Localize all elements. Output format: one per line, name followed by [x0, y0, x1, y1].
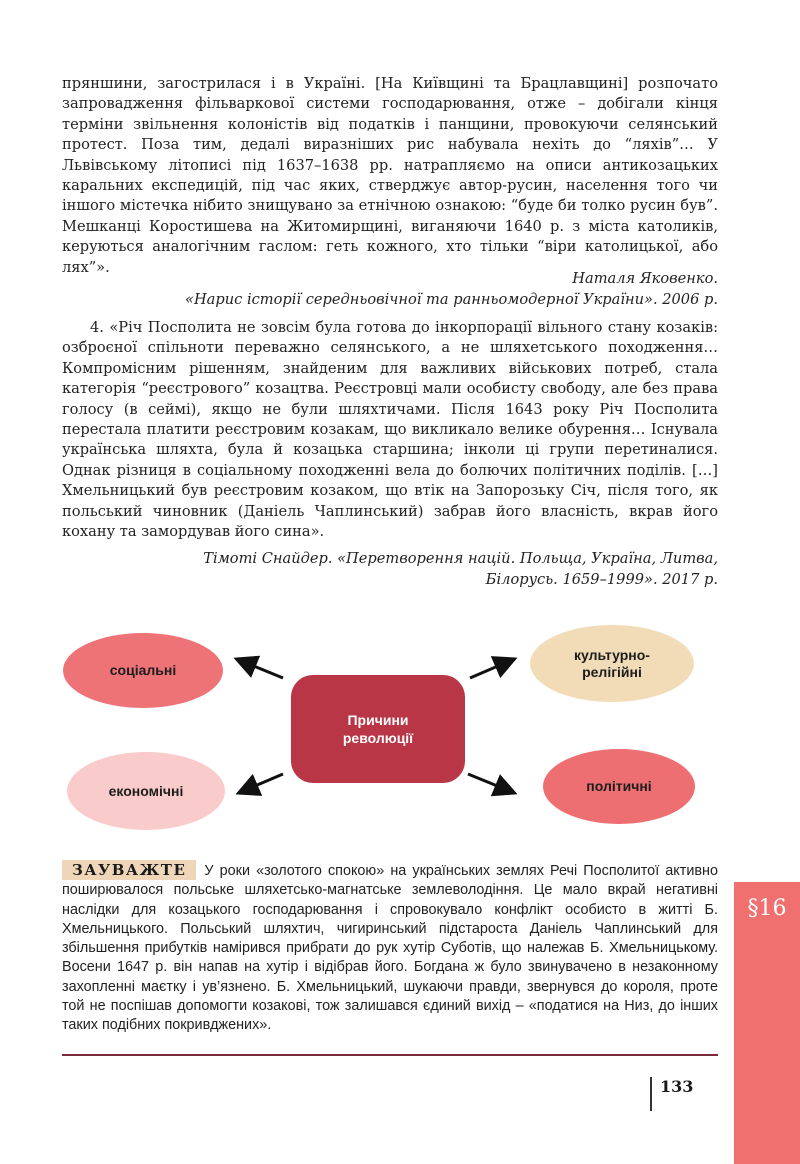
cause-social [63, 633, 223, 708]
arrow-to-social [239, 660, 283, 678]
note-text: У роки «золотого спокою» на українських землях Речі Посполитої активно поширювалося польське шляхетсько-магнатське землеволодіння. Це мало вкрай негативні наслідки для козацького господарювання і спровокувало конфлікт особисто в житті Б. Хмельницького. Польський шляхтич, чигиринський підстароста Даніель Чаплинський для збільшення прибутків намірився прибрати до рук хутір Суботів, що належав Б. Хмельницькому. Восени 1647 р. він напав на хутір і відібрав його. Богдана ж було звинувачено в незаконному захопленні маєтку і ув’язнено. Б. Хмельницький, шукаючи правди, звернувся до короля, проте той не поспішав допомогти козакові, тож залишався єдиний вихід – «податися на Низ, до інших таких подібних покривджених». [62, 863, 718, 1034]
note-box [62, 860, 718, 1036]
section-tab-label: §16 [747, 896, 787, 921]
cause-economic-label: економічні [108, 782, 184, 799]
attribution-source: «Нарис історії середньовічної та ранньомодерної України». 2006 р. [185, 291, 718, 308]
attribution-line-1: Тімоті Снайдер. «Перетворення націй. Польща, Україна, Литва, [203, 550, 718, 567]
note-label: ЗАУВАЖТЕ [62, 860, 196, 880]
attribution-2 [62, 548, 718, 590]
cause-political [543, 749, 695, 824]
cause-economic [67, 752, 225, 830]
arrow-to-economic [241, 774, 283, 792]
arrow-to-cultural [470, 660, 512, 678]
center-label: Причини революції [342, 712, 414, 746]
causes-diagram [0, 615, 800, 830]
section-tab [734, 882, 800, 1164]
cause-political-label: політичні [586, 778, 652, 794]
attribution-line-2: Білорусь. 1659–1999». 2017 р. [485, 571, 718, 588]
attribution-1 [62, 268, 718, 310]
cause-social-label: соціальні [109, 662, 177, 678]
cause-cultural [530, 625, 694, 702]
source-paragraph-1: пряншини, загострилася і в Україні. [На Київщині та Брацлавщині] розпочато запровадження фільваркової системи господарювання, отже – добігали кінця терміни звільнення колоністів від податків і панщини, провокуючи селянський протест. Поза тим, дедалі виразніших рис набувала нехіть до “ляхів”… У Львівському літописі під 1637–1638 рр. натрапляємо на описи антикозацьких каральних експедицій, під час яких, стверджує автор-русин, населення того чи іншого містечка нібито знищувано за етнічною ознакою: “буде би толко русин був”. Мешканці Коростишева на Житомирщині, виганяючи 1640 р. з міста католиків, керуються аналогічним гаслом: геть кожного, хто тільки “віри католицької, або лях”». [62, 75, 718, 276]
page-number-separator [650, 1077, 652, 1111]
page-number: 133 [660, 1077, 694, 1096]
center-box [291, 675, 465, 783]
source-paragraph-2: 4. «Річ Посполита не зовсім була готова до інкорпорації вільного стану козаків: озброєної спільноти переважно селянського, а не шляхетського походження… Компромісним рішенням, знайденим для важливих військових потреб, стала категорія “реєстрового” козацтва. Реєстровці мали особисту свободу, але без права голосу (в сеймі), якщо не були шляхтичами. Після 1643 року Річ Посполита перестала платити реєстровим козакам, що викликало велике обурення… Існувала українська шляхта, була й козацька старшина; інколи ці групи перетиналися. Однак різниця в соціальному походженні вела до болючих політичних поділів. […] Хмельницький був реєстровим козаком, що втік на Запорозьку Січ, після того, як польський чиновник (Даніель Чаплинський) забрав його власність, вкрав його кохану та замордував його сина». [62, 319, 718, 541]
cause-cultural-label: культурно-релігійні [574, 646, 650, 680]
bottom-rule [62, 1054, 718, 1056]
attribution-author: Наталя Яковенко. [572, 270, 718, 287]
arrow-to-political [468, 774, 512, 792]
